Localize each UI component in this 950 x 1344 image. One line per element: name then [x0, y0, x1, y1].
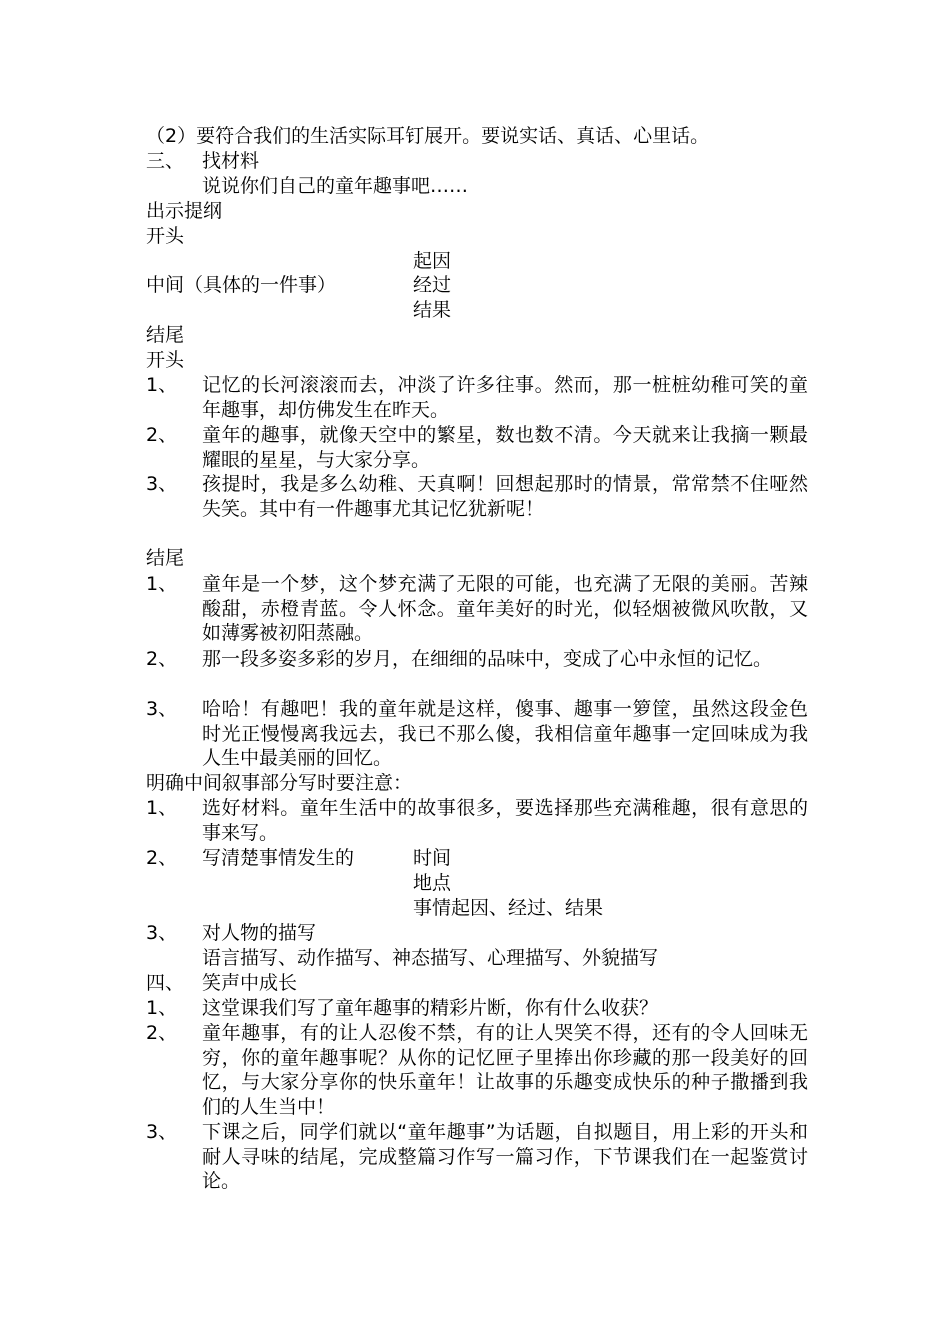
- opening-1-number: 1、: [146, 374, 178, 396]
- section4-2-text: 童年趣事，有的让人忍俊不禁，有的让人哭笑不得，还有的令人回味无穷，你的童年趣事呢？从你的记忆匣子里捧出你珍藏的那一段美好的回忆，与大家分享你的快乐童年！让故事的乐趣变成快乐的种子撒播到我们的人生当中！: [202, 1022, 808, 1118]
- middle-2-event: 事情起因、经过、结果: [413, 897, 604, 919]
- section-4-title: 笑声中成长: [202, 972, 298, 994]
- ending-3-number: 3、: [146, 698, 178, 720]
- opening-2-text: 童年的趣事，就像天空中的繁星，数也数不清。今天就来让我摘一颗最耀眼的星星，与大家分享。: [202, 424, 808, 471]
- outline-process: 经过: [413, 274, 452, 296]
- middle-heading: 明确中间叙事部分写时要注意：: [146, 772, 413, 794]
- outline-end: 结尾: [146, 324, 185, 346]
- middle-2-time: 时间: [413, 847, 452, 869]
- section4-3-text: 下课之后，同学们就以“童年趣事”为话题，自拟题目，用上彩的开头和耐人寻味的结尾，完成整篇习作写一篇习作，下节课我们在一起鉴赏讨论。: [202, 1121, 808, 1192]
- middle-3-detail: 语言描写、动作描写、神态描写、心理描写、外貌描写: [202, 947, 659, 969]
- opening-1-text: 记忆的长河滚滚而去，冲淡了许多往事。然而，那一桩桩幼稚可笑的童年趣事，却仿佛发生在昨天。: [202, 374, 808, 421]
- outline-middle: 中间（具体的一件事）: [146, 274, 337, 296]
- section-4-number: 四、: [146, 972, 185, 994]
- ending-1-number: 1、: [146, 573, 178, 595]
- section4-2-number: 2、: [146, 1022, 178, 1044]
- opening-2-number: 2、: [146, 424, 178, 446]
- section-3-number: 三、: [146, 150, 185, 172]
- opening-3-number: 3、: [146, 473, 178, 495]
- outline-result: 结果: [413, 299, 452, 321]
- openings-heading: 开头: [146, 349, 185, 371]
- middle-2-place: 地点: [413, 872, 452, 894]
- middle-3-number: 3、: [146, 922, 178, 944]
- middle-3-text: 对人物的描写: [202, 922, 317, 944]
- outline-title: 出示提纲: [146, 200, 223, 222]
- prompt-text: 说说你们自己的童年趣事吧……: [202, 175, 469, 197]
- section4-1-number: 1、: [146, 997, 178, 1019]
- middle-1-text: 选好材料。童年生活中的故事很多，要选择那些充满稚趣，很有意思的事来写。: [202, 797, 808, 844]
- middle-2-number: 2、: [146, 847, 178, 869]
- endings-heading: 结尾: [146, 547, 185, 569]
- outline-cause: 起因: [413, 250, 452, 272]
- section4-3-number: 3、: [146, 1121, 178, 1143]
- section-3-title: 找材料: [202, 150, 260, 172]
- outline-start: 开头: [146, 225, 185, 247]
- middle-1-number: 1、: [146, 797, 178, 819]
- ending-2-text: 那一段多姿多彩的岁月，在细细的品味中，变成了心中永恒的记忆。: [202, 648, 773, 670]
- requirement-2: （2）要符合我们的生活实际耳钉展开。要说实话、真话、心里话。: [146, 125, 710, 147]
- ending-1-text: 童年是一个梦，这个梦充满了无限的可能，也充满了无限的美丽。苦辣酸甜，赤橙青蓝。令人怀念。童年美好的时光，似轻烟被微风吹散，又如薄雾被初阳蒸融。: [202, 573, 808, 644]
- section4-1-text: 这堂课我们写了童年趣事的精彩片断，你有什么收获？: [202, 997, 659, 1019]
- middle-2-text: 写清楚事情发生的: [202, 847, 355, 869]
- ending-3-text: 哈哈！有趣吧！我的童年就是这样，傻事、趣事一箩筐，虽然这段金色时光正慢慢离我远去，我已不那么傻，我相信童年趣事一定回味成为我人生中最美丽的回忆。: [202, 698, 808, 769]
- ending-2-number: 2、: [146, 648, 178, 670]
- opening-3-text: 孩提时，我是多么幼稚、天真啊！回想起那时的情景，常常禁不住哑然失笑。其中有一件趣事尤其记忆犹新呢！: [202, 473, 808, 520]
